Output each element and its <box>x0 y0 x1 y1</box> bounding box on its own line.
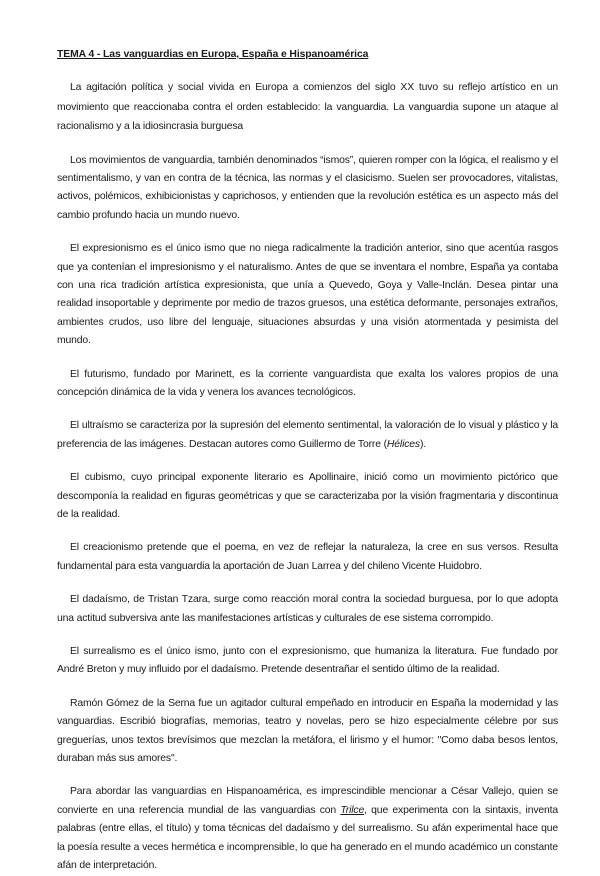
paragraph-cubismo: El cubismo, cuyo principal exponente literario es Apollinaire, inició como un movimiento pictórico que descomponía la realidad en figuras geométricas y que se caracterizaba por la visión fragmentaria y discontinua de la realidad. <box>57 472 558 520</box>
paragraph-gomez-de-la-serna: Ramón Gómez de la Serna fue un agitador cultural empeñado en introducir en España la modernidad y las vanguardias. Escribió biografías, memorias, teatro y novelas, pero se hizo especialmente célebre por sus greguerías, unos textos brevísimos que mezclan la metáfora, el lirismo y el humor: "Como daba besos lentos, duraban más sus amores". <box>57 697 558 765</box>
paragraph-hispanoamerica <box>57 783 558 875</box>
hispanoamerica-text: Para abordar las vanguardias en Hispanoamérica, es imprescindible mencionar a César Vallejo, quien se convierte en una referencia mundial de las vanguardias con <box>57 786 558 816</box>
paragraph-surrealismo: El surrealismo es el único ismo, junto con el expresionismo, que humaniza la literatura. Fue fundado por André Breton y muy influido por el dadaísmo. Pretende desentrañar el sentido último de la realidad. <box>57 646 558 676</box>
book-title-trilce: Trilce <box>340 804 365 816</box>
paragraph-intro-vanguardia: La agitación política y social vivida en Europa a comienzos del siglo XX tuvo su reflejo artístico en un movimiento que reaccionaba contra el orden establecido: la vanguardia. La vanguardia supone un ataque al racionalismo y a la idiosincrasia burguesa <box>57 82 558 132</box>
hispanoamerica-text-end: , que experimenta con la sintaxis, inventa palabras (entre ellas, el título) y toma técnicas del dadaísmo y del surrealismo. Su afán experimental hace que la poesía resulte a veces hermética e incomprensible, lo que ha generado en el mundo académico un constante afán de interpretación. <box>57 804 559 872</box>
paragraph-ultraismo <box>57 417 558 454</box>
ultraismo-text: El ultraísmo se caracteriza por la supresión del elemento sentimental, la valoración de lo visual y plástico y la preferencia de las imágenes. Destacan autores como Guillermo de Torre ( <box>57 420 558 450</box>
ultraismo-text-end: ). <box>419 438 427 450</box>
paragraph-futurismo: El futurismo, fundado por Marinett, es la corriente vanguardista que exalta los valores propios de una concepción dinámica de la vida y venera los avances tecnológicos. <box>57 368 558 398</box>
paragraph-dadaismo: El dadaísmo, de Tristan Tzara, surge como reacción moral contra la sociedad burguesa, por lo que adopta una actitud subversiva ante las manifestaciones artísticas y culturales de ese sistema corrompido. <box>57 594 558 624</box>
paragraph-expresionismo: El expresionismo es el único ismo que no niega radicalmente la tradición anterior, sino que acentúa rasgos que ya contenían el impresionismo y el naturalismo. Antes de que se inventara el nombre, España ya contaba con una rica tradición artística expresionista, que unía a Quevedo, Goya y Valle-Inclán. Desea pintar una realidad insoportable y deprimente por medio de trazos gruesos, una estética deformante, personajes extraños, ambientes crudos, uso libre del lenguaje, situaciones absurdas y una visión atormentada y pesimista del mundo. <box>57 243 558 347</box>
paragraph-ismos: Los movimientos de vanguardia, también denominados “ismos”, quieren romper con la lógica, el realismo y el sentimentalismo, y van en contra de la técnica, las normas y el clasicismo. Suelen ser provocadores, vitalistas, activos, polémicos, exhibicionistas y caprichosos, y entienden que la revolución estética es un aspecto más del cambio profundo hacia un mundo nuevo. <box>57 154 558 221</box>
book-title-helices: Hélices <box>386 438 420 450</box>
document-title: TEMA 4 - Las vanguardias en Europa, España e Hispanoamérica <box>57 49 369 60</box>
paragraph-creacionismo: El creacionismo pretende que el poema, en vez de reflejar la naturaleza, la cree en sus versos. Resulta fundamental para esta vanguardia la aportación de Juan Larrea y del chileno Vicente Huidobro. <box>57 542 558 572</box>
